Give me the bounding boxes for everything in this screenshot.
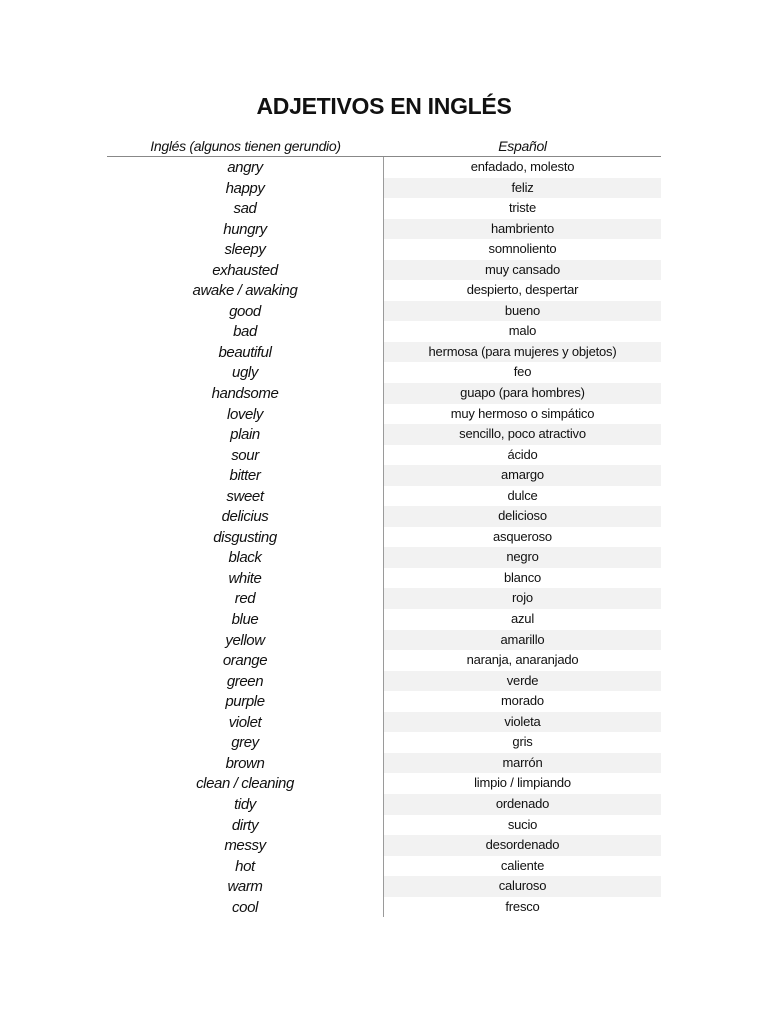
spanish-translation: caliente [500, 857, 545, 873]
spanish-translation: naranja, anaranjado [466, 652, 579, 668]
spanish-translation: ácido [507, 446, 538, 462]
spanish-translation: verde [384, 671, 661, 692]
english-word: black [107, 547, 384, 568]
spanish-translation: bueno [384, 301, 661, 322]
table-row [107, 753, 661, 774]
spanish-translation: dulce [507, 487, 538, 503]
spanish-translation: blanco [503, 569, 542, 585]
table-row [107, 856, 661, 877]
spanish-translation: amarillo [384, 630, 661, 651]
table-row [107, 280, 661, 301]
spanish-translation: delicioso [384, 506, 661, 527]
english-word: good [107, 301, 384, 322]
table-header [107, 136, 661, 157]
table-row [107, 650, 661, 671]
spanish-translation: azul [510, 611, 535, 627]
english-word: sour [107, 445, 384, 466]
english-word: warm [107, 876, 384, 897]
english-word: red [107, 588, 384, 609]
english-word: angry [107, 157, 384, 178]
table-row [107, 527, 661, 548]
english-word: hungry [107, 219, 384, 240]
spanish-translation: limpio / limpiando [474, 775, 571, 791]
table-row [107, 424, 661, 445]
spanish-translation: sencillo, poco atractivo [384, 424, 661, 445]
spanish-translation: gris [512, 734, 533, 750]
spanish-translation: hambriento [384, 219, 661, 240]
english-word: lovely [107, 404, 384, 425]
english-word: sleepy [107, 239, 384, 260]
english-word: tidy [107, 794, 384, 815]
table-body [107, 157, 661, 917]
table-row [107, 321, 661, 342]
spanish-translation: fresco [505, 898, 540, 914]
spanish-translation: malo [508, 323, 537, 339]
english-word: blue [107, 609, 384, 630]
spanish-translation: feo [513, 364, 532, 380]
table-row [107, 712, 661, 733]
english-word: handsome [107, 383, 384, 404]
english-word: green [107, 671, 384, 692]
table-row [107, 301, 661, 322]
table-row [107, 815, 661, 836]
table-row [107, 362, 661, 383]
spanish-translation: amargo [384, 465, 661, 486]
english-word: violet [107, 712, 384, 733]
table-row [107, 506, 661, 527]
english-word: sad [107, 198, 384, 219]
english-word: disgusting [107, 527, 384, 548]
spanish-translation: despierto, despertar [466, 282, 579, 298]
table-row [107, 897, 661, 918]
table-row [107, 568, 661, 589]
header-spanish: Español [498, 138, 547, 154]
table-row [107, 465, 661, 486]
english-word: brown [107, 753, 384, 774]
spanish-translation: triste [509, 200, 536, 216]
table-row [107, 342, 661, 363]
spanish-translation: ordenado [384, 794, 661, 815]
spanish-translation: negro [384, 547, 661, 568]
english-word: hot [107, 856, 384, 877]
table-row [107, 691, 661, 712]
english-word: dirty [107, 815, 384, 836]
table-row [107, 239, 661, 260]
english-word: orange [107, 650, 384, 671]
spanish-translation: desordenado [384, 835, 661, 856]
english-word: grey [107, 732, 384, 753]
table-row [107, 178, 661, 199]
table-row [107, 404, 661, 425]
table-row [107, 588, 661, 609]
table-row [107, 609, 661, 630]
table-row [107, 157, 661, 178]
header-english: Inglés (algunos tienen gerundio) [150, 138, 341, 154]
table-row [107, 835, 661, 856]
table-row [107, 630, 661, 651]
english-word: delicius [107, 506, 384, 527]
english-word: messy [107, 835, 384, 856]
table-row [107, 773, 661, 794]
table-row [107, 260, 661, 281]
spanish-translation: marrón [384, 753, 661, 774]
spanish-translation: enfadado, molesto [470, 159, 575, 174]
spanish-translation: sucio [507, 816, 538, 832]
english-word: white [107, 568, 384, 589]
table-row [107, 732, 661, 753]
spanish-translation: hermosa (para mujeres y objetos) [384, 342, 661, 363]
vocabulary-table [107, 136, 661, 917]
table-row [107, 198, 661, 219]
spanish-translation: muy cansado [384, 260, 661, 281]
spanish-translation: asqueroso [493, 528, 552, 544]
english-word: plain [107, 424, 384, 445]
table-row [107, 794, 661, 815]
table-row [107, 876, 661, 897]
table-row [107, 383, 661, 404]
english-word: bad [107, 321, 384, 342]
english-word: cool [107, 897, 384, 918]
english-word: beautiful [107, 342, 384, 363]
spanish-translation: morado [501, 693, 544, 709]
spanish-translation: caluroso [384, 876, 661, 897]
english-word: sweet [107, 486, 384, 507]
spanish-translation: feliz [384, 178, 661, 199]
table-row [107, 547, 661, 568]
page-title: ADJETIVOS EN INGLÉS [256, 93, 512, 119]
table-row [107, 671, 661, 692]
english-word: purple [107, 691, 384, 712]
spanish-translation: somnoliento [488, 241, 557, 257]
spanish-translation: guapo (para hombres) [384, 383, 661, 404]
english-word: ugly [107, 362, 384, 383]
spanish-translation: violeta [384, 712, 661, 733]
english-word: bitter [107, 465, 384, 486]
english-word: clean / cleaning [107, 773, 384, 794]
english-word: yellow [107, 630, 384, 651]
table-row [107, 445, 661, 466]
english-word: awake / awaking [107, 280, 384, 301]
english-word: happy [107, 178, 384, 199]
english-word: exhausted [107, 260, 384, 281]
table-row [107, 486, 661, 507]
table-row [107, 219, 661, 240]
spanish-translation: muy hermoso o simpático [450, 405, 595, 421]
spanish-translation: rojo [384, 588, 661, 609]
